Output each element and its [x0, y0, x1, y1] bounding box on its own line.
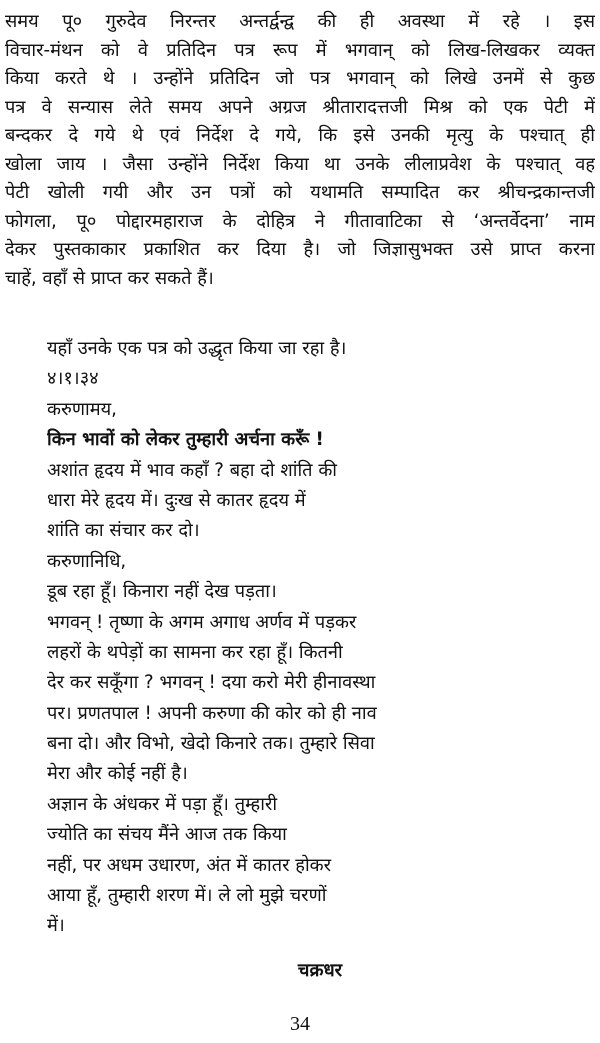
letter-line: मेरा और कोई नहीं है। [47, 763, 188, 785]
letter-line: किन भावों को लेकर तुम्हारी अर्चना करूँ ! [47, 429, 324, 451]
page-number: 34 [290, 1013, 310, 1035]
quoted-letter [47, 334, 595, 942]
letter-date: ४।१।३४ [47, 368, 99, 390]
letter-line: देर कर सकूँगा ? भगवन् ! दया करो मेरी हीनावस्था [47, 672, 376, 694]
letter-line: बना दो। और विभो, खेदो किनारे तक। तुम्हारे सिवा [47, 733, 375, 755]
paragraph-line: चाहें, वहाँ से प्राप्त कर सकते हैं। [5, 267, 214, 289]
paragraph-line: फोगला, पू० पोद्दारमहाराज के दोहित्र ने गीतावाटिका से ‘अन्तर्वेदना’ नाम [5, 210, 595, 232]
letter-line: अशांत हृदय में भाव कहाँ ? बहा दो शांति की [47, 459, 338, 481]
letter-line: अज्ञान के अंधकर में पड़ा हूँ। तुम्हारी [47, 793, 278, 815]
letter-intro-line: यहाँ उनके एक पत्र को उद्धृत किया जा रहा है। [47, 338, 347, 359]
paragraph-line: देकर पुस्तकाकार प्रकाशित कर दिया है। जो जिज्ञासुभक्त उसे प्राप्त करना [5, 239, 595, 260]
paragraph-line: किया करते थे । उन्होंने प्रतिदिन जो पत्र भगवान् को लिखे उनमें से कुछ [5, 68, 595, 89]
letter-line: धारा मेरे हृदय में। दुःख से कातर हृदय में [47, 489, 306, 511]
letter-line: नहीं, पर अधम उधारण, अंत में कातर होकर [47, 854, 332, 876]
letter-line: भगवन् ! तृष्णा के अगम अगाध अर्णव में पड़कर [47, 611, 357, 633]
paragraph-line: बन्दकर दे गये थे एवं निर्देश दे गये, कि इसे उनकी मृत्यु के पश्चात् ही [5, 125, 595, 146]
letter-line: डूब रहा हूँ। किनारा नहीं देख पड़ता। [47, 581, 277, 603]
letter-signature: चक्रधर [297, 960, 343, 981]
paragraph-line: विचार-मंथन को वे प्रतिदिन पत्र रूप में भगवान् को लिख-लिखकर व्यक्त [5, 39, 595, 61]
letter-line: लहरों के थपेड़ों का सामना कर रहा हूँ। कितनी [47, 641, 343, 663]
letter-line: आया हूँ, तुम्हारी शरण में। ले लो मुझे चरणों [47, 885, 327, 907]
paragraph-line: समय पू० गुरुदेव निरन्तर अन्तर्द्वन्द्व की ही अवस्था में रहे । इस [5, 11, 595, 32]
letter-line: शांति का संचार कर दो। [47, 520, 200, 542]
paragraph-line: खोला जाय । जैसा उन्होंने निर्देश किया था उनके लीलाप्रवेश के पश्चात् वह [5, 153, 595, 175]
paragraph-line: पेटी खोली गयी और उन पत्रों को यथामति सम्पादित कर श्रीचन्द्रकान्तजी [5, 182, 595, 203]
letter-line: में। [47, 915, 65, 937]
letter-salutation: करुणामय, [47, 398, 117, 420]
letter-salutation: करुणानिधि, [47, 550, 127, 572]
letter-line: पर। प्रणतपाल ! अपनी करुणा की कोर को ही नाव [47, 702, 377, 724]
letter-line: ज्योति का संचय मैंने आज तक किया [47, 824, 287, 846]
intro-paragraph [5, 8, 595, 293]
paragraph-line: पत्र वे सन्यास लेते समय अपने अग्रज श्रीतारादत्तजी मिश्र को एक पेटी में [5, 96, 595, 118]
